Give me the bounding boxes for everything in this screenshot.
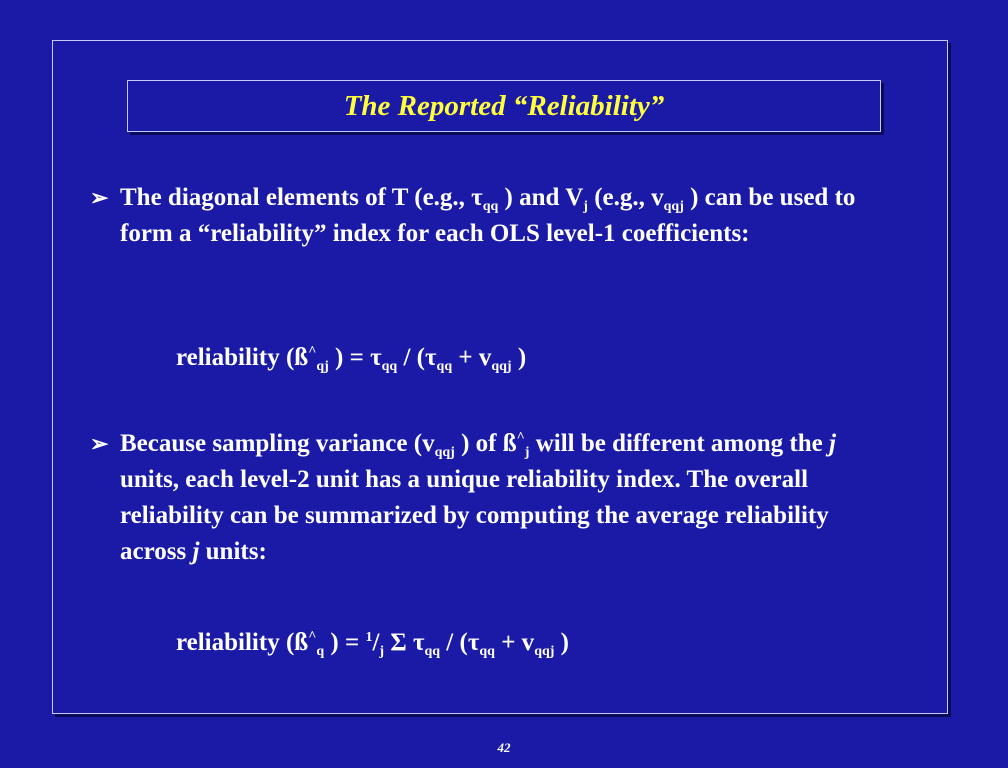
text-run: will be different among the (529, 430, 829, 457)
arrow-bullet-icon: ➢ (90, 185, 109, 210)
subscript: q (316, 644, 325, 659)
hat-symbol: ^ (516, 430, 525, 445)
bullet-1-text (120, 180, 900, 252)
subscript: j (583, 199, 588, 214)
italic-j: j (828, 430, 836, 457)
page-number: 42 (497, 740, 511, 755)
text-run: reliability (ß (176, 629, 309, 656)
bullet-2-text (120, 426, 900, 570)
tau-symbol: τ (425, 344, 437, 371)
subscript: qqj (491, 359, 512, 374)
text-run: (e.g., v (587, 184, 664, 211)
text-run: ) can be used to form a “reliability” index for each OLS level-1 coefficients: (120, 184, 856, 247)
hat-symbol: ^ (308, 629, 317, 644)
text-run: The diagonal elements of T (e.g., (120, 184, 472, 211)
subscript: qqj (663, 199, 684, 214)
subscript: j (524, 445, 530, 460)
subscript: j (379, 644, 385, 659)
subscript: qqj (534, 644, 555, 659)
sigma-symbol: Σ (384, 629, 413, 656)
text-run: / (372, 629, 380, 656)
text-run: ) = (328, 344, 371, 371)
subscript: qq (381, 359, 398, 374)
tau-symbol: τ (412, 629, 425, 656)
subscript: qq (479, 644, 495, 659)
subscript: qq (424, 644, 441, 659)
title-box (127, 80, 881, 132)
formula-2 (176, 625, 569, 661)
text-run: Because sampling variance (v (120, 430, 435, 457)
text-run: / ( (440, 629, 468, 656)
subscript: qj (316, 359, 329, 374)
formula-1 (176, 340, 526, 376)
text-run: units: (199, 538, 267, 565)
text-run: ) and V (498, 184, 584, 211)
text-run: / ( (397, 344, 425, 371)
text-run: ) (554, 629, 569, 656)
slide-frame (52, 40, 948, 714)
bullet-2 (90, 426, 900, 570)
bullet-1 (90, 180, 900, 252)
text-run: units, each level-2 unit has a unique reliability index. The overall reliability can be summarized by computing the average reliability across (120, 466, 829, 565)
subscript: qq (482, 199, 499, 214)
text-run: ) = (324, 629, 366, 656)
slide-title: The Reported “Reliability” (343, 89, 665, 122)
text-run: + v (494, 629, 535, 656)
text-run: + v (452, 344, 492, 371)
subscript: qq (436, 359, 453, 374)
tau-symbol: τ (471, 184, 483, 211)
text-run: ) (511, 344, 527, 371)
text-run: reliability (ß (176, 344, 309, 371)
text-run: ) of ß (454, 430, 517, 457)
hat-symbol: ^ (308, 344, 317, 359)
tau-symbol: τ (370, 344, 382, 371)
subscript: qqj (434, 445, 455, 460)
italic-j: j (192, 538, 200, 565)
tau-symbol: τ (467, 629, 480, 656)
arrow-bullet-icon: ➢ (90, 431, 109, 456)
superscript: 1 (365, 630, 373, 645)
